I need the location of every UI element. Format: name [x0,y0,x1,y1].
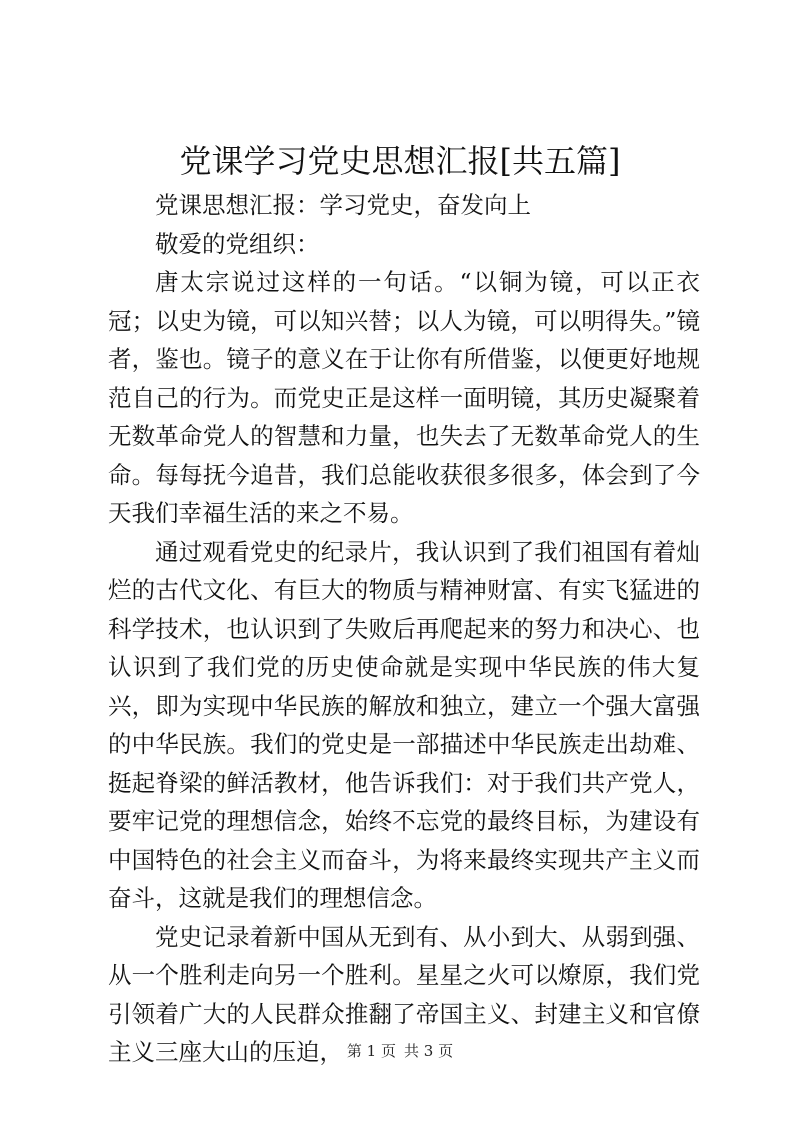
page-number: 第 1 页 [346,1042,396,1060]
page-footer [0,1040,800,1062]
document-body [108,186,700,1072]
body-paragraph-2: 通过观看党史的纪录片，我认识到了我们祖国有着灿烂的古代文化、有巨大的物质与精神财富、有实飞猛进的科学技术，也认识到了失败后再爬起来的努力和决心、也认识到了我们党的历史使命就是实现中华民族的伟大复兴，即为实现中华民族的解放和独立，建立一个强大富强的中华民族。我们的党史是一部描述中华民族走出劫难、挺起脊梁的鲜活教材，他告诉我们：对于我们共产党人，要牢记党的理想信念，始终不忘党的最终目标，为建设有中国特色的社会主义而奋斗，为将来最终实现共产主义而奋斗，这就是我们的理想信念。 [108,537,700,912]
salutation-paragraph: 敬爱的党组织： [155,229,320,258]
body-paragraph-3: 党史记录着新中国从无到有、从小到大、从弱到强、从一个胜利走向另一个胜利。星星之火可以燎原，我们党引领着广大的人民群众推翻了帝国主义、封建主义和官僚主义三座大山的压迫， [108,922,700,1066]
subtitle-paragraph: 党课思想汇报：学习党史，奋发向上 [155,191,531,219]
body-paragraph-1: 唐太宗说过这样的一句话。“以铜为镜，可以正衣冠；以史为镜，可以知兴替；以人为镜，可以明得失。”镜者，鉴也。镜子的意义在于让你有所借鉴，以便更好地规范自己的行为。而党史正是这样一面明镜，其历史凝聚着无数革命党人的智慧和力量，也失去了无数革命党人的生命。每每抚今追昔，我们总能收获很多很多，体会到了今天我们幸福生活的来之不易。 [108,268,700,527]
document-title: 党课学习党史思想汇报[共五篇] [179,142,621,180]
page-total: 共 3 页 [404,1042,454,1060]
